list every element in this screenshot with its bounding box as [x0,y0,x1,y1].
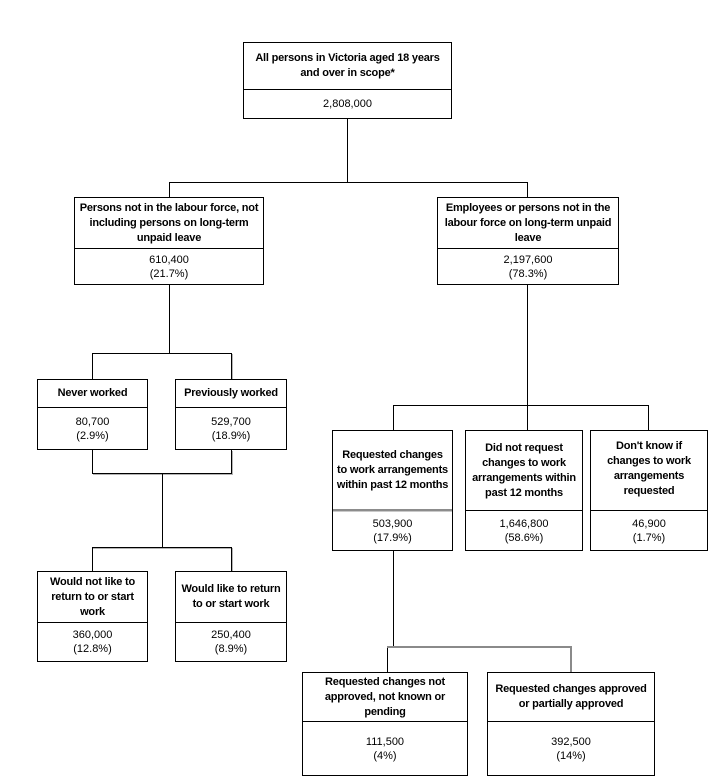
node-would-return [175,571,287,662]
percent: (4%) [373,749,397,762]
node-would-not-return-label: Would not like to return to or start work [38,572,147,623]
count: 529,700 [211,415,251,428]
node-dont-know-value [591,511,707,550]
connector-employees-split [393,405,648,406]
node-not-approved [302,672,468,776]
node-root-label: All persons in Victoria aged 18 years and over in scope* [244,43,451,90]
percent: (12.8%) [73,643,112,655]
percent: (58.6%) [504,531,544,544]
node-never-worked-label: Never worked [38,380,147,408]
connector-merge-right-up [231,450,232,473]
count: 250,400 [211,629,251,641]
connector-requested-stem [393,551,394,648]
connector-return-split [92,547,232,548]
node-approved-label: Requested changes approved or partially approved [488,673,654,722]
percent: (78.3%) [508,267,548,280]
connector-drop-not-approved [387,648,388,672]
connector-nilf-split [92,353,231,354]
node-would-return-value [176,623,286,661]
connector-approval-split [387,646,572,648]
count: 610,400 [149,253,189,266]
connector-drop-never-worked [92,353,93,379]
node-would-not-return-value [38,623,147,661]
connector-nilf-stem [169,285,170,353]
node-not-in-labour-force-label: Persons not in the labour force, not including persons on long-term unpaid leave [75,198,263,249]
percent: (18.9%) [211,429,251,442]
percent: (21.7%) [149,267,189,280]
node-root-count: 2,808,000 [323,98,372,110]
connector-drop-did-not-request [527,405,528,430]
connector-drop-would-not-return [92,547,93,571]
node-did-not-request-label: Did not request changes to work arrangements within past 12 months [466,431,582,511]
connector-drop-employees [527,182,528,197]
count: 46,900 [632,517,666,530]
node-dont-know [590,430,708,551]
percent: (1.7%) [632,531,666,544]
connector-merge-left-up [92,450,93,473]
node-did-not-request-value [466,511,582,550]
percent: (17.9%) [373,531,412,544]
connector-drop-would-return [231,547,232,571]
count: 1,646,800 [499,517,549,530]
node-root [243,42,452,119]
node-requested-changes [332,430,453,551]
count: 392,500 [551,735,591,748]
node-would-not-return [37,571,148,662]
node-employees-or-leave-label: Employees or persons not in the labour force on long-term unpaid leave [438,198,618,249]
percent: (2.9%) [76,429,109,442]
connector-drop-approved [570,646,572,672]
count: 360,000 [72,629,113,641]
node-did-not-request [465,430,583,551]
node-requested-changes-value [333,511,452,550]
node-employees-or-leave-value [438,249,618,284]
connector-merge-stem [162,473,163,547]
connector-root-stem [347,119,348,182]
count: 2,197,600 [503,253,553,266]
node-previously-worked-label: Previously worked [176,380,286,408]
connector-drop-dont-know [648,405,649,430]
connector-drop-previously-worked [231,353,232,379]
node-approved-value [488,722,654,775]
percent: (8.9%) [214,643,248,655]
node-previously-worked-value [176,408,286,449]
count: 503,900 [372,517,413,530]
node-requested-changes-label: Requested changes to work arrangements within past 12 months [333,431,452,511]
node-dont-know-label: Don't know if changes to work arrangements requested [591,431,707,511]
percent: (14%) [556,749,586,762]
node-approved [487,672,655,776]
count: 111,500 [365,735,405,748]
node-would-return-label: Would like to return to or start work [176,572,286,623]
connector-level1-split [169,182,528,183]
connector-drop-requested-changes [393,405,394,430]
node-root-value [244,90,451,118]
node-never-worked [37,379,148,450]
node-employees-or-leave [437,197,619,285]
node-not-in-labour-force-value [75,249,263,284]
connector-employees-stem [527,285,528,405]
connector-drop-nilf [169,182,170,197]
node-never-worked-value [38,408,147,449]
count: 80,700 [75,415,110,428]
node-not-approved-value [303,722,467,775]
node-previously-worked [175,379,287,450]
node-not-in-labour-force [74,197,264,285]
node-not-approved-label: Requested changes not approved, not known or pending [303,673,467,722]
